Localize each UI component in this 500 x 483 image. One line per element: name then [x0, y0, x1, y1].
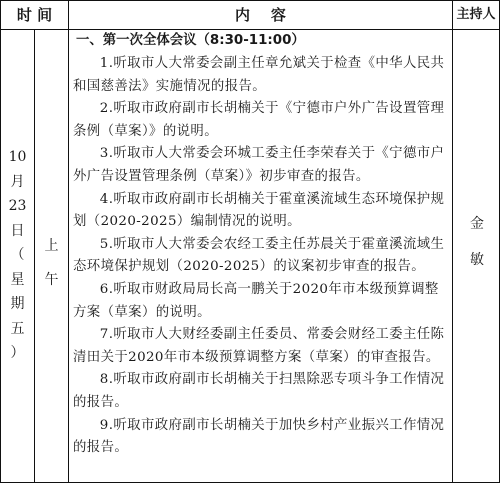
agenda-item: 6.听取市财政局局长高一鹏关于2020年市本级预算调整方案（草案）的说明。	[73, 281, 439, 320]
date-char: 10	[8, 149, 27, 165]
period-cell	[35, 229, 68, 297]
agenda-item: 4.听取市政府副市长胡楠关于霍童溪流域生态环境保护规划（2020-2025）编制情况的说明。	[73, 191, 445, 230]
table-top-border	[0, 0, 500, 1]
date-char: （	[10, 247, 25, 263]
header-host: 主持人	[456, 7, 496, 22]
date-char: 期	[10, 296, 25, 312]
host-char: 敏	[470, 252, 484, 268]
agenda-item: 2.听取市政府副市长胡楠关于《宁德市户外广告设置管理条例（草案）》的说明。	[73, 101, 445, 139]
date-char: 五	[10, 320, 25, 337]
period-char: 上	[44, 238, 59, 254]
date-char: 月	[10, 173, 25, 190]
agenda-item: 8.听取市政府副市长胡楠关于扫黑除恶专项斗争工作情况的报告。	[73, 372, 445, 410]
section-title: 一、第一次全体会议（8:30-11:00）	[76, 33, 305, 48]
period-char: 午	[44, 272, 59, 288]
host-column-divider	[452, 0, 453, 483]
agenda-item: 3.听取市人大常委会环城工委主任李荣春关于《宁德市户外广告设置管理条例（草案）》初步审查的报告。	[73, 146, 445, 184]
agenda-item: 7.听取市人大财经委副主任委员、常委会财经工委主任陈清田关于2020年市本级预算调整方案（草案）的审查报告。	[73, 327, 445, 365]
time-column-divider	[68, 0, 69, 483]
agenda-item: 1.听取市人大常委会副主任章允斌关于检查《中华人民共和国慈善法》实施情况的报告。	[73, 56, 445, 94]
host-cell	[458, 206, 496, 278]
date-char: ）	[10, 345, 25, 361]
header-bottom-border	[0, 29, 500, 30]
agenda-content	[73, 31, 449, 460]
header-time: 时 间	[16, 6, 53, 24]
date-cell	[1, 145, 34, 366]
agenda-item: 9.听取市政府副市长胡楠关于加快乡村产业振兴工作情况的报告。	[73, 417, 445, 456]
header-content: 内 容	[235, 6, 286, 24]
date-char: 星	[10, 271, 25, 288]
host-char: 金	[470, 216, 484, 232]
date-char: 日	[10, 222, 25, 239]
date-char: 23	[8, 198, 27, 214]
agenda-item: 5.听取市人大常委会农经工委主任苏晨关于霍童溪流域生态环境保护规划（2020-2025）的议案初步审查的报告。	[73, 236, 445, 275]
